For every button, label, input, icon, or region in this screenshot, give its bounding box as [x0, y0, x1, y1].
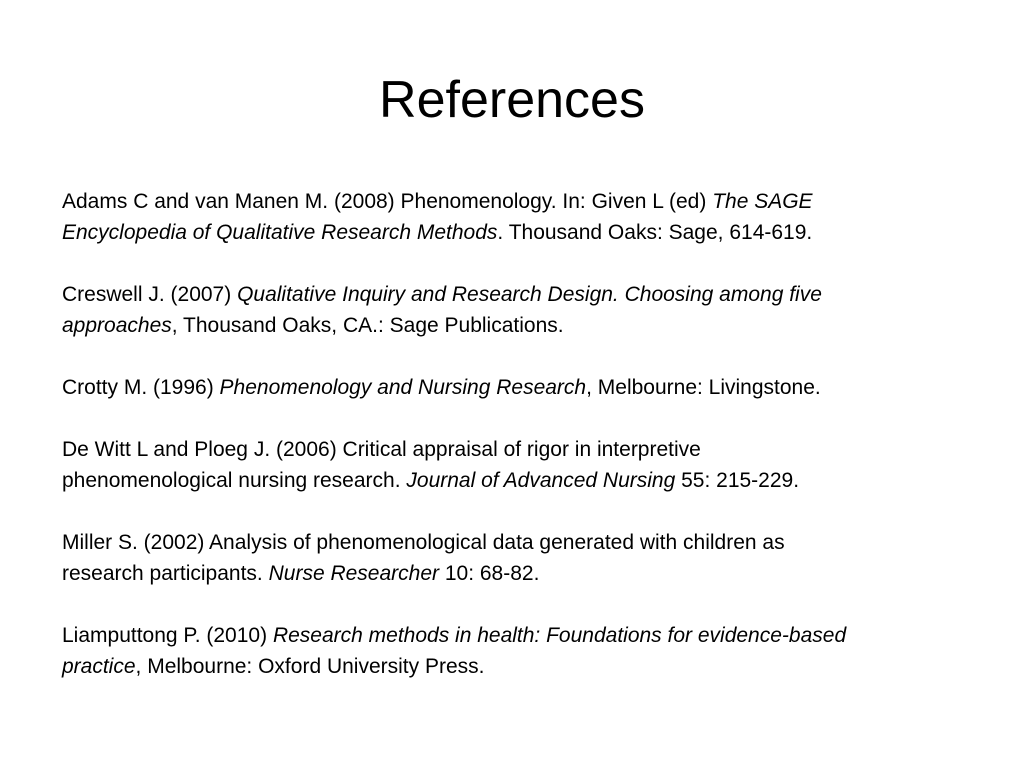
reference-adams	[62, 186, 962, 248]
reference-source-title: approaches	[62, 314, 172, 337]
reference-text: Creswell J. (2007)	[62, 283, 238, 306]
reference-text: . Thousand Oaks: Sage, 614-619.	[497, 221, 813, 244]
reference-source-title: Qualitative Inquiry and Research Design. Choosing among five	[237, 283, 822, 306]
reference-text: 55: 215-229.	[675, 469, 800, 492]
reference-source-title: Nurse Researcher	[268, 562, 440, 585]
reference-crotty	[62, 372, 962, 403]
reference-text: , Thousand Oaks, CA.: Sage Publications.	[171, 314, 564, 337]
reference-text: , Melbourne: Livingstone.	[586, 376, 821, 399]
reference-source-title: The SAGE	[712, 190, 813, 213]
reference-text: 10: 68-82.	[439, 562, 540, 585]
reference-source-title: Phenomenology and Nursing Research	[219, 376, 587, 399]
reference-source-title: practice	[62, 655, 136, 678]
reference-liamputtong	[62, 620, 962, 682]
reference-source-title: Encyclopedia of Qualitative Research Methods	[62, 221, 498, 244]
reference-text: Adams C and van Manen M. (2008) Phenomenology. In: Given L (ed)	[62, 190, 713, 213]
reference-text: , Melbourne: Oxford University Press.	[135, 655, 485, 678]
reference-source-title: Journal of Advanced Nursing	[406, 469, 676, 492]
reference-text: Liamputtong P. (2010)	[62, 624, 273, 647]
reference-list	[62, 186, 962, 682]
reference-text: Crotty M. (1996)	[62, 376, 220, 399]
reference-text: De Witt L and Ploeg J. (2006) Critical appraisal of rigor in interpretive	[62, 438, 701, 461]
reference-text: phenomenological nursing research.	[62, 469, 407, 492]
reference-text: Miller S. (2002) Analysis of phenomenological data generated with children as	[62, 531, 785, 554]
reference-source-title: Research methods in health: Foundations for evidence-based	[272, 624, 847, 647]
reference-miller	[62, 527, 962, 589]
reference-dewitt	[62, 434, 962, 496]
reference-text: research participants.	[62, 562, 269, 585]
reference-creswell	[62, 279, 962, 341]
slide-title: References	[379, 71, 645, 129]
